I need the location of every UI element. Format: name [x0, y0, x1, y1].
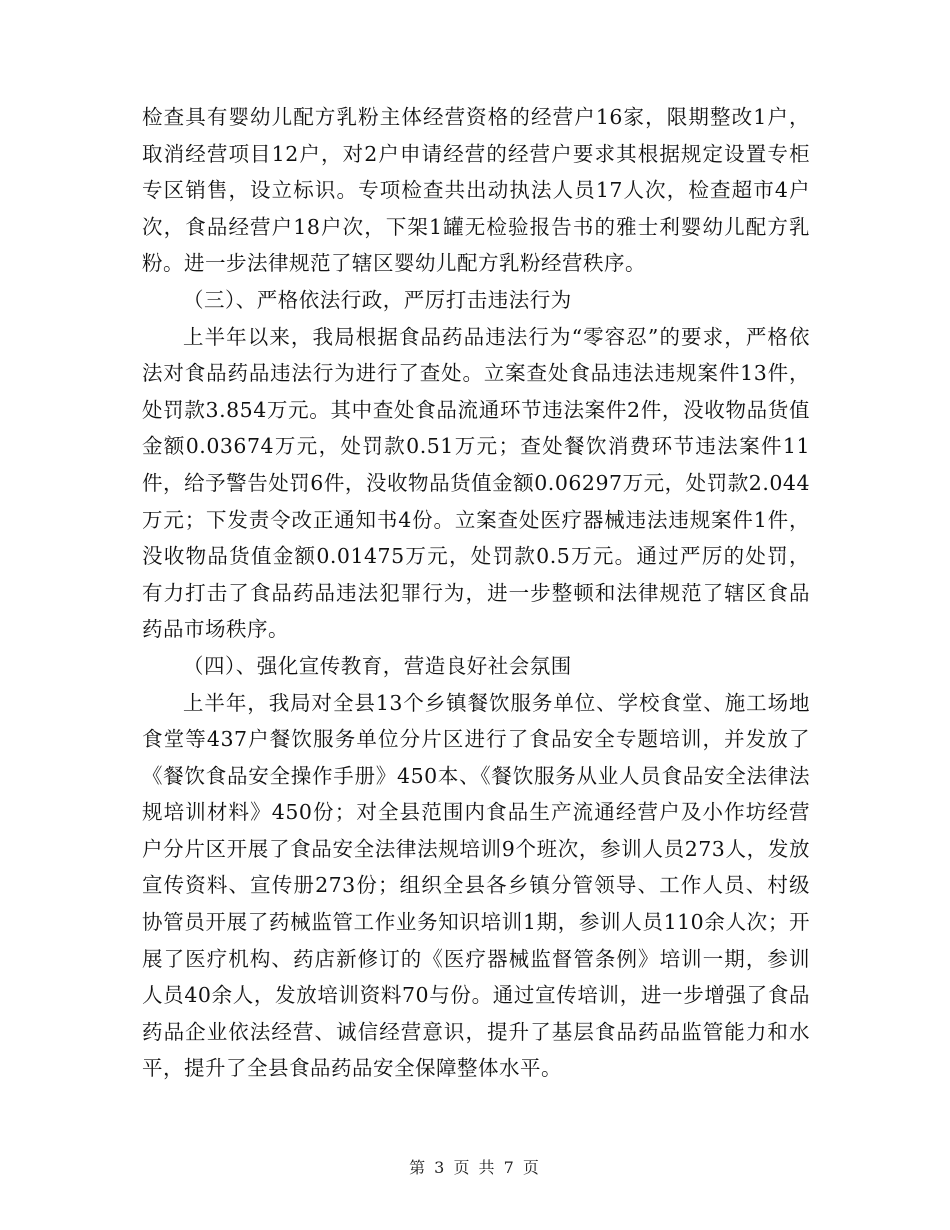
paragraph-publicity-education: 上半年，我局对全县13个乡镇餐饮服务单位、学校食堂、施工场地食堂等437户餐饮服务单位分片区进行了食品安全专题培训，并发放了《餐饮食品安全操作手册》450本、《餐饮服务从业人员食品安全法律法规培训材料》450份；对全县范围内食品生产流通经营户及小作坊经营户分片区开展了食品安全法律法规培训9个班次，参训人员273人，发放宣传资料、宣传册273份；组织全县各乡镇分管领导、工作人员、村级协管员开展了药械监管工作业务知识培训1期，参训人员110余人次；开展了医疗机构、药店新修订的《医疗器械监督管条例》培训一期，参训人员40余人，发放培训资料70与份。通过宣传培训，进一步增强了食品药品企业依法经营、诚信经营意识，提升了基层食品药品监管能力和水平，提升了全县食品药品安全保障整体水平。: [142, 690, 810, 1081]
page-number-footer: 第 3 页 共 7 页: [409, 1158, 541, 1177]
document-body: [142, 99, 810, 1087]
section-heading-4: （四）、强化宣传教育，营造良好社会氛围: [183, 653, 572, 678]
section-heading-3: （三）、严格依法行政，严厉打击违法行为: [183, 287, 572, 312]
paragraph-law-enforcement: 上半年以来，我局根据食品药品违法行为“零容忍”的要求，严格依法对食品药品违法行为进行了查处。立案查处食品违法违规案件13件，处罚款3.854万元。其中查处食品流通环节违法案件2件，没收物品货值金额0.03674万元，处罚款0.51万元；查处餐饮消费环节违法案件11件，给予警告处罚6件，没收物品货值金额0.06297万元，处罚款2.044万元；下发责令改正通知书4份。立案查处医疗器械违法违规案件1件，没收物品货值金额0.01475万元，处罚款0.5万元。通过严厉的处罚，有力打击了食品药品违法犯罪行为，进一步整顿和法律规范了辖区食品药品市场秩序。: [142, 324, 810, 642]
paragraph-infant-formula-inspection: 检查具有婴幼儿配方乳粉主体经营资格的经营户16家，限期整改1户，取消经营项目12户，对2户申请经营的经营户要求其根据规定设置专柜专区销售，设立标识。专项检查共出动执法人员17人次，检查超市4户次，食品经营户18户次，下架1罐无检验报告书的雅士利婴幼儿配方乳粉。进一步法律规范了辖区婴幼儿配方乳粉经营秩序。: [142, 105, 810, 276]
